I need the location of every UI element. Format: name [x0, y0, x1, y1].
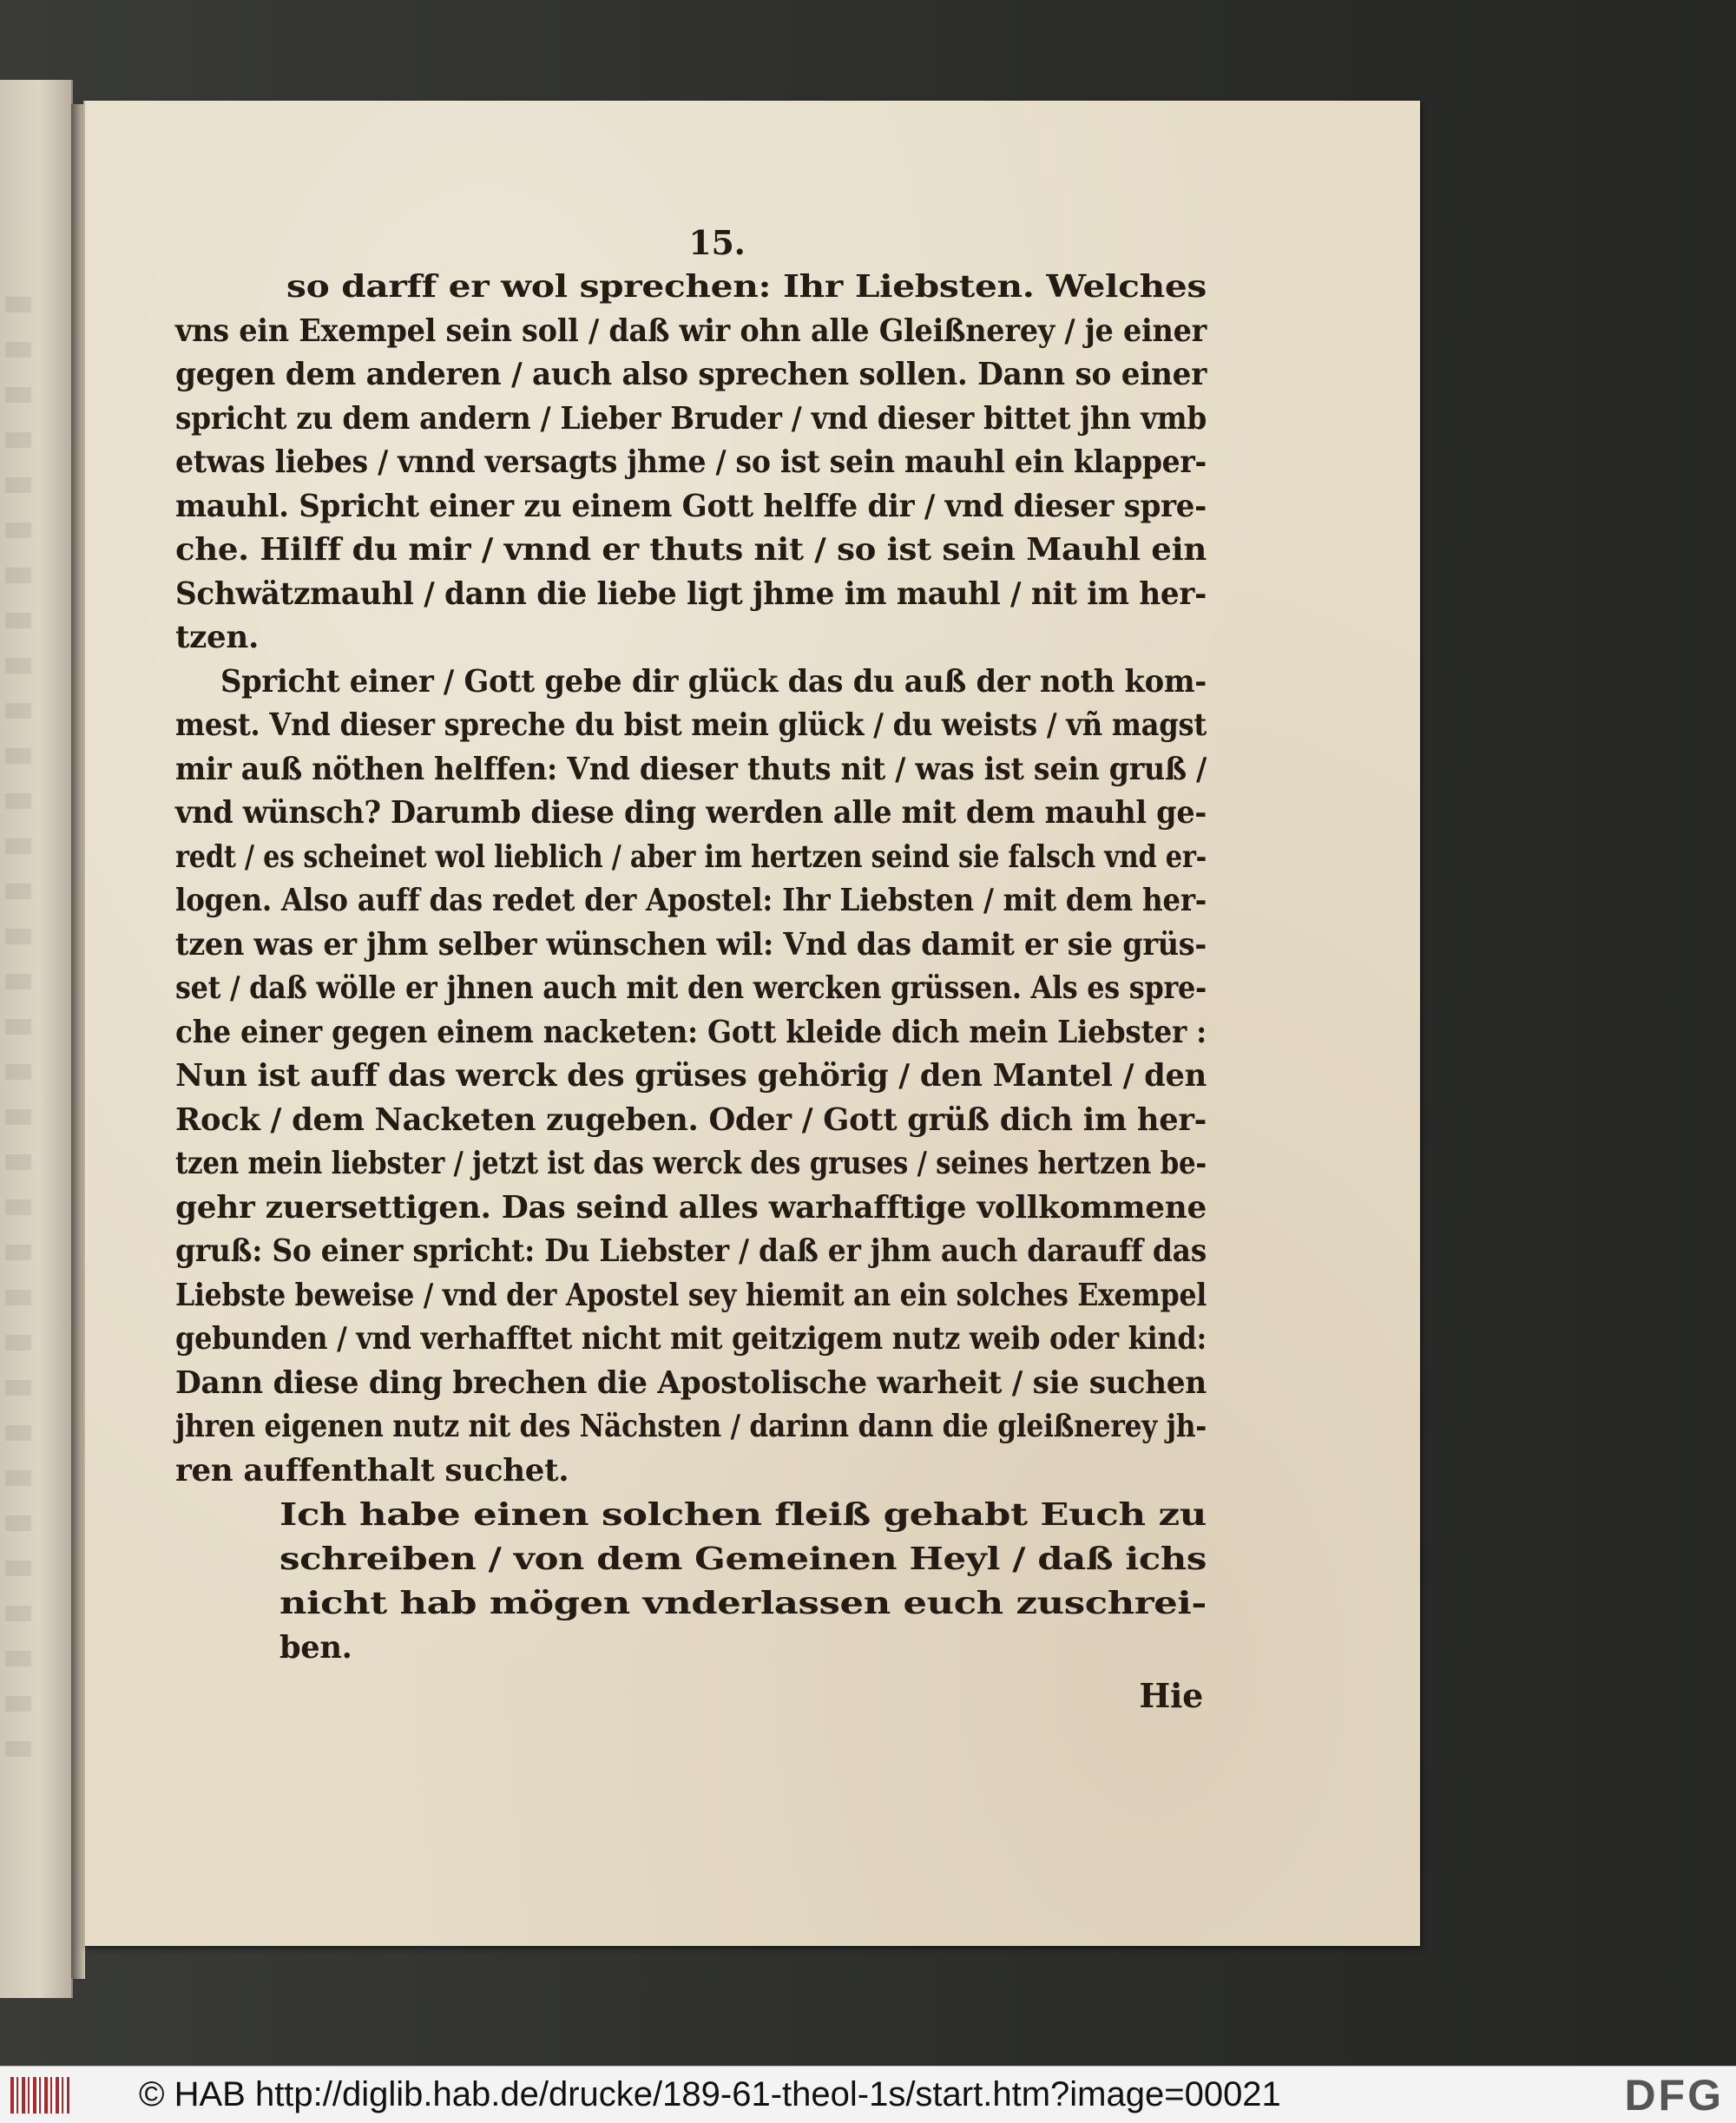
- paragraph-1: [175, 266, 1207, 661]
- text-line: jhren eigenen nutz nit des Nächsten / darinn dann die gleißnerey jh-: [175, 1409, 1207, 1444]
- scripture-quote: [175, 1493, 1207, 1670]
- quote-line: ben.: [279, 1630, 352, 1666]
- barcode-icon: [10, 2077, 69, 2113]
- text-line: vns ein Exempel sein soll / daß wir ohn alle Gleißnerey / je einer: [175, 312, 1207, 349]
- text-line: Liebste beweise / vnd der Apostel sey hiemit an ein solches Exempel: [175, 1277, 1207, 1313]
- text-line: mest. Vnd dieser spreche du bist mein glück / du weists / vñ magst: [175, 707, 1207, 743]
- text-line: mauhl. Spricht einer zu einem Gott helffe dir / vnd dieser spre-: [175, 488, 1207, 524]
- text-line: logen. Also auff das redet der Apostel: Ihr Liebsten / mit dem her-: [175, 883, 1207, 918]
- previous-page-bleed-through: [5, 297, 31, 1772]
- quote-line: schreiben / von dem Gemeinen Heyl / daß ichs: [279, 1541, 1207, 1577]
- text-line: mir auß nöthen helffen: Vnd dieser thuts nit / was ist sein gruß /: [175, 751, 1207, 787]
- text-line: tzen mein liebster / jetzt ist das werck des gruses / seines hertzen be-: [175, 1146, 1207, 1181]
- text-line: spricht zu dem andern / Lieber Bruder / vnd dieser bittet jhn vmb: [175, 400, 1207, 437]
- quote-line: Ich habe einen solchen fleiß gehabt Euch zu: [279, 1497, 1207, 1533]
- text-line: gehr zuersettigen. Das seind alles warhafftige vollkommene: [175, 1189, 1207, 1226]
- text-line: so darff er wol sprechen: Ihr Liebsten. Welches: [286, 269, 1207, 305]
- text-line: tzen.: [175, 620, 260, 655]
- text-line: che. Hilff du mir / vnnd er thuts nit / so ist sein Mauhl ein: [175, 532, 1207, 568]
- text-line: tzen was er jhm selber wünschen wil: Vnd das damit er sie grüs-: [175, 926, 1207, 963]
- text-line: Schwätzmauhl / dann die liebe ligt jhme im mauhl / nit im her-: [175, 575, 1207, 612]
- scanned-page: [83, 101, 1420, 1946]
- paragraph-2: [175, 661, 1207, 1494]
- text-line: vnd wünsch? Darumb diese ding werden alle mit dem mauhl ge-: [175, 795, 1207, 831]
- previous-page-edge: [0, 80, 73, 1998]
- text-line: che einer gegen einem nacketen: Gott kleide dich mein Liebster :: [175, 1014, 1207, 1050]
- text-line: gegen dem anderen / auch also sprechen sollen. Dann so einer: [175, 357, 1207, 392]
- text-line: gruß: So einer spricht: Du Liebster / daß er jhm auch darauff das: [175, 1233, 1207, 1269]
- footer-bar: [0, 2066, 1736, 2123]
- text-line: Spricht einer / Gott gebe dir glück das du auß der noth kom-: [220, 663, 1207, 700]
- page-text: [175, 220, 1207, 1719]
- copyright-link[interactable]: © HAB http://diglib.hab.de/drucke/189-61-theol-1s/start.htm?image=00021: [139, 2075, 1281, 2113]
- text-line: Nun ist auff das werck des grüses gehörig / den Mantel / den: [175, 1058, 1207, 1094]
- text-line: ren auffenthalt suchet.: [175, 1452, 569, 1489]
- dfg-logo: DFG: [1624, 2071, 1724, 2120]
- text-line: Rock / dem Nacketen zugeben. Oder / Gott grüß dich im her-: [175, 1101, 1207, 1138]
- text-line: gebunden / vnd verhafftet nicht mit geitzigem nutz weib oder kind:: [175, 1321, 1207, 1357]
- text-line: redt / es scheinet wol lieblich / aber im hertzen seind sie falsch vnd er-: [175, 838, 1207, 875]
- text-line: set / daß wölle er jhnen auch mit den wercken grüssen. Als es spre-: [175, 970, 1207, 1006]
- page-number: 15.: [688, 223, 746, 262]
- quote-line: nicht hab mögen vnderlassen euch zuschrei-: [279, 1586, 1207, 1621]
- catchword: Hie: [1139, 1676, 1203, 1715]
- text-line: Dann diese ding brechen die Apostolische warheit / sie suchen: [175, 1364, 1207, 1401]
- text-line: etwas liebes / vnnd versagts jhme / so ist sein mauhl ein klapper-: [175, 444, 1207, 480]
